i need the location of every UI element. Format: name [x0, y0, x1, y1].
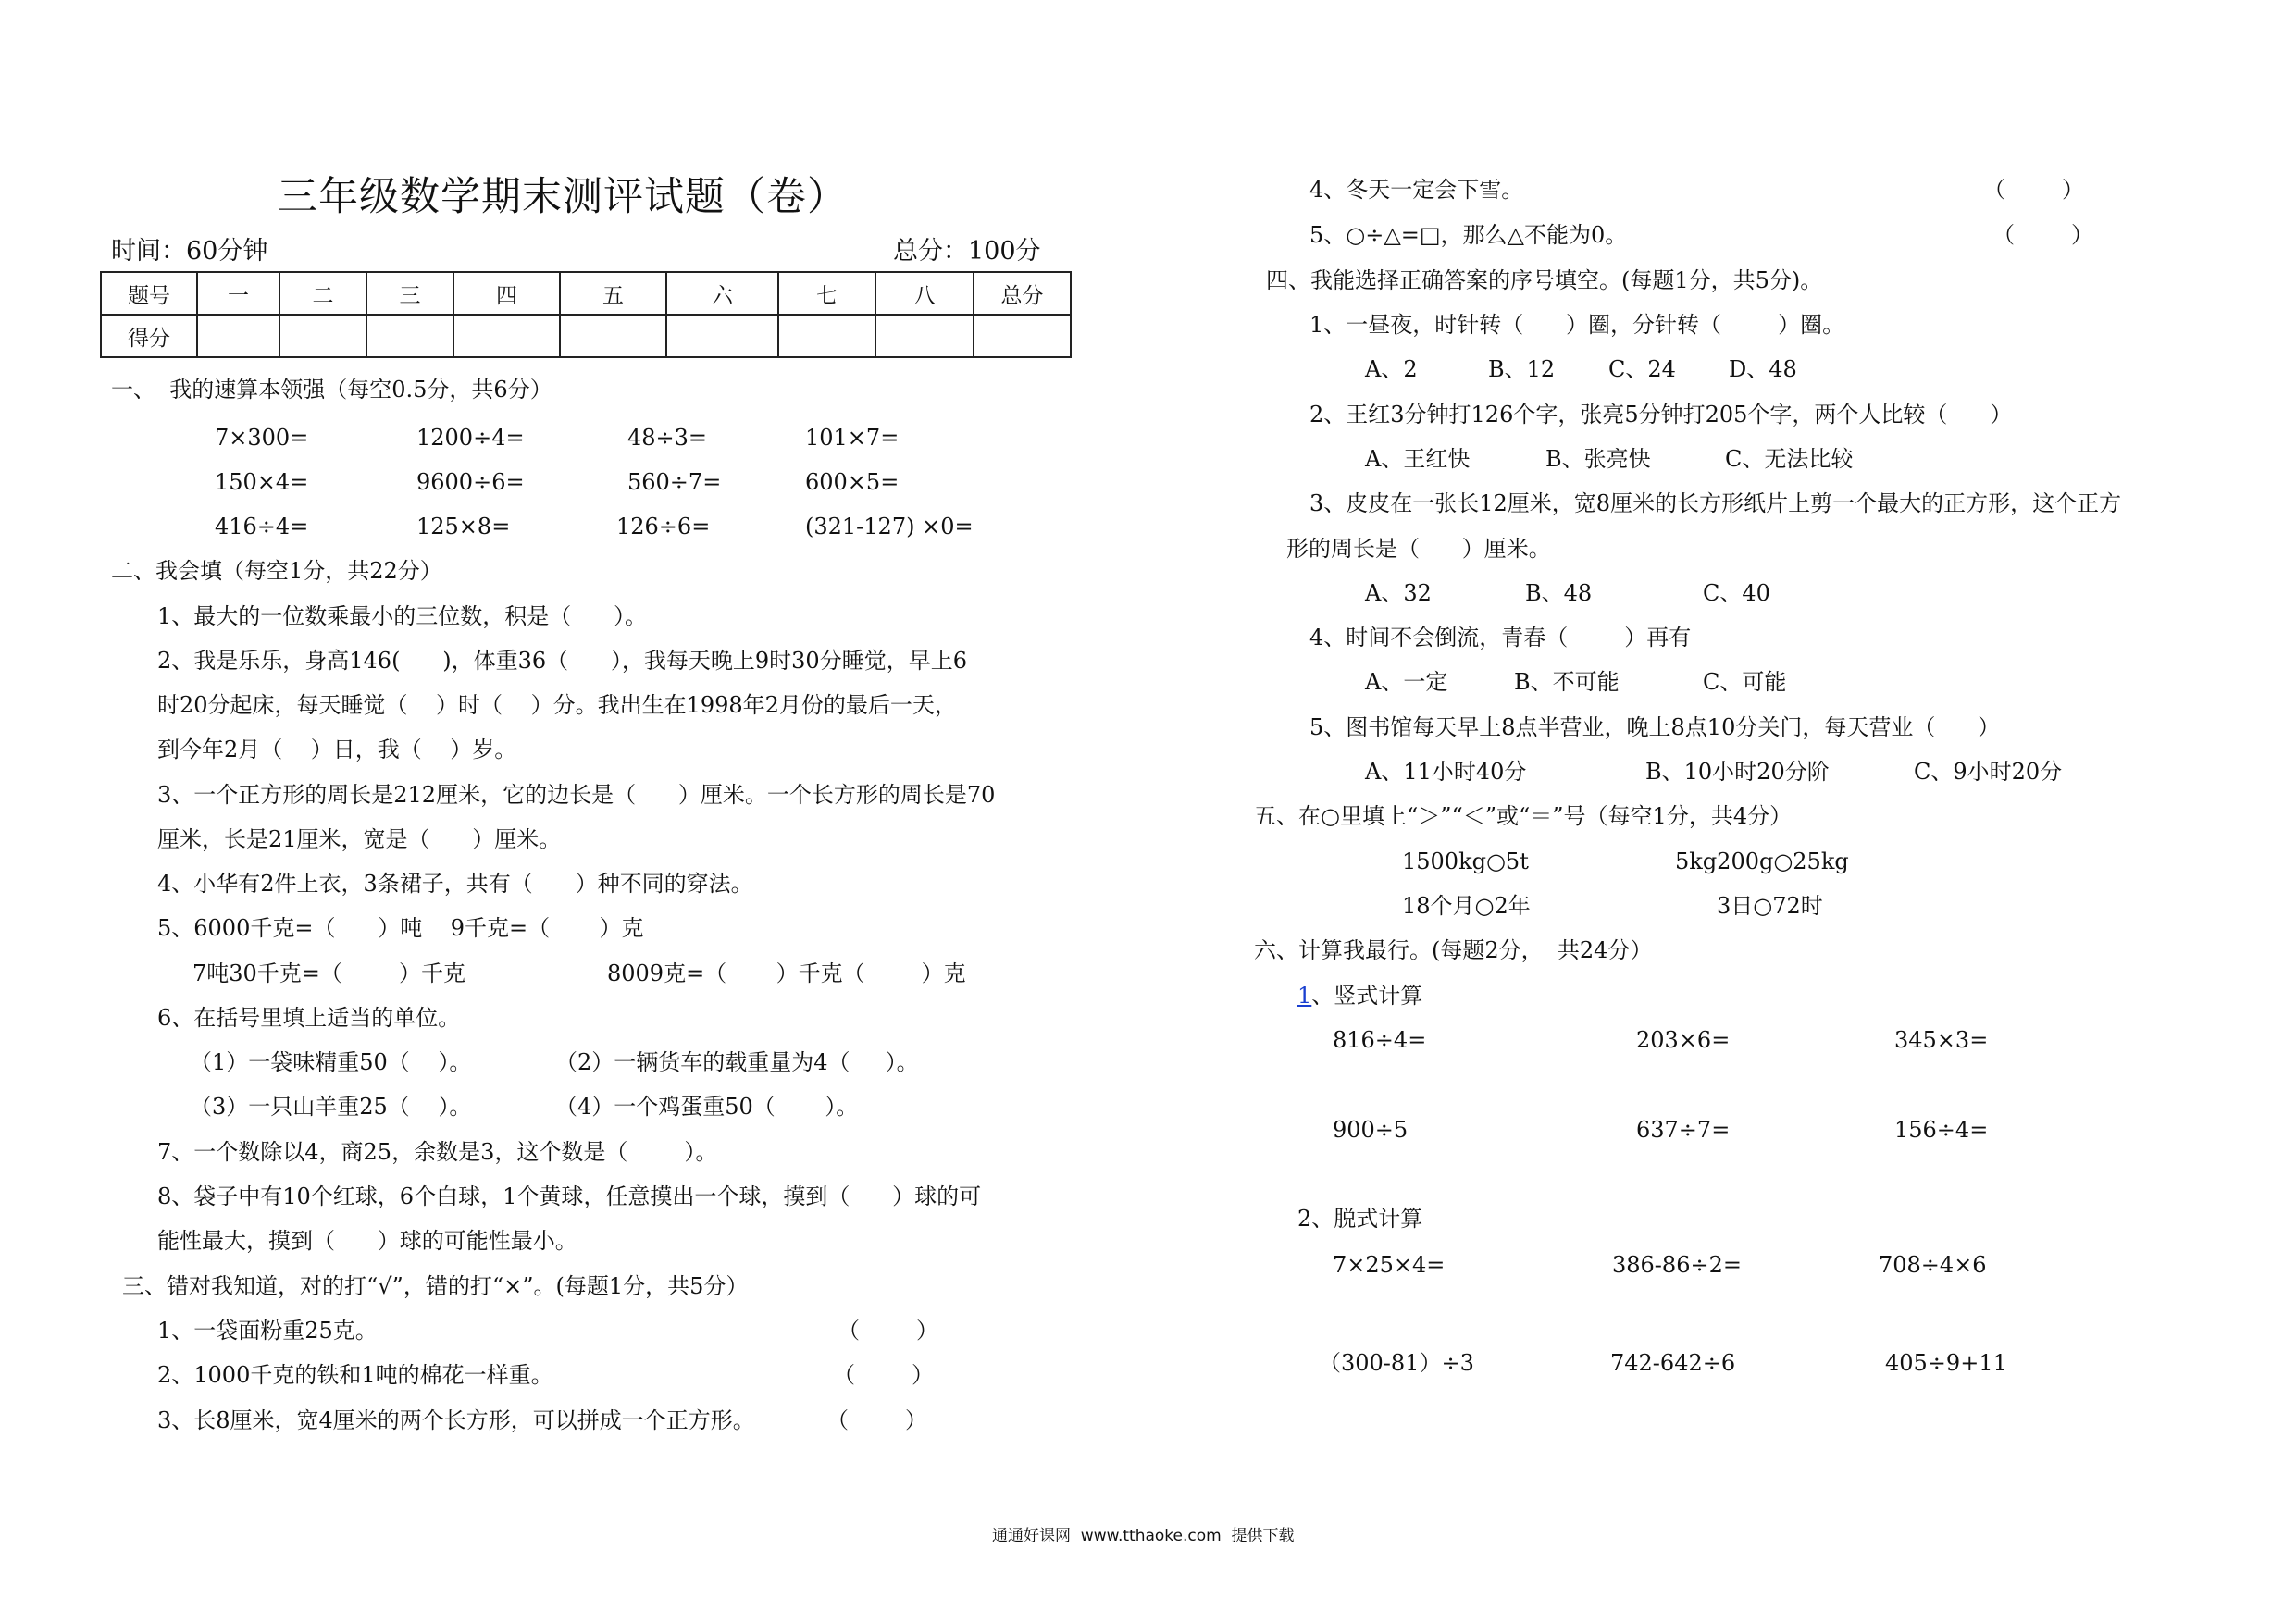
problem: 7×300=	[215, 425, 309, 451]
judge-item-text: 3、长8厘米，宽4厘米的两个长方形，可以拼成一个正方形。	[157, 1407, 755, 1433]
problem: 386-86÷2=	[1612, 1252, 1742, 1278]
problem: 101×7=	[805, 425, 900, 451]
problem: 150×4=	[215, 469, 309, 495]
problem: 816÷4=	[1333, 1027, 1427, 1053]
score-table-header-cell: 总分	[974, 272, 1071, 315]
score-table-header-cell: 题号	[101, 272, 197, 315]
score-cell[interactable]	[666, 315, 778, 357]
score-cell[interactable]	[366, 315, 453, 357]
score-table-score-row	[101, 315, 1071, 357]
question-line: 2、我是乐乐，身高146( )，体重36（ ），我每天晚上9时30分睡觉，早上6	[157, 648, 967, 674]
judge-item-text: 4、冬天一定会下雪。	[1309, 177, 1524, 203]
problem: 416÷4=	[215, 514, 309, 539]
problem: 900÷5	[1333, 1117, 1409, 1143]
score-table-header-cell: 二	[279, 272, 366, 315]
score-table-header-cell: 三	[366, 272, 453, 315]
problem: (321-127) ×0=	[805, 514, 974, 539]
question-line: 6、在括号里填上适当的单位。	[157, 1005, 461, 1031]
judge-item-text: 2、1000千克的铁和1吨的棉花一样重。	[157, 1362, 553, 1388]
compare-item: 3日○72时	[1717, 893, 1823, 919]
question-line: （3）一只山羊重25（ ）。	[190, 1094, 472, 1120]
judge-item-blank[interactable]: （ ）	[1983, 177, 2085, 203]
question-line: 3、一个正方形的周长是212厘米，它的边长是（ ）厘米。一个长方形的周长是70	[157, 782, 996, 808]
question-line: 1、一昼夜，时针转（ ）圈，分针转（ ）圈。	[1309, 312, 1845, 338]
score-cell[interactable]	[974, 315, 1071, 357]
problem: 742-642÷6	[1610, 1350, 1736, 1376]
question-line: 时20分起床，每天睡觉（ ）时（ ）分。我出生在1998年2月份的最后一天，	[157, 692, 957, 718]
section5-heading: 五、在○里填上“＞”“＜”或“＝”号（每空1分，共4分）	[1254, 803, 1793, 829]
question-line: 8、袋子中有10个红球，6个白球，1个黄球，任意摸出一个球，摸到（ ）球的可	[157, 1183, 982, 1209]
question-line: 能性最大，摸到（ ）球的可能性最小。	[157, 1228, 577, 1254]
section4-heading: 四、我能选择正确答案的序号填空。(每题1分，共5分)。	[1266, 267, 1823, 293]
score-cell[interactable]	[453, 315, 560, 357]
question-line: 1、最大的一位数乘最小的三位数，积是（ ）。	[157, 603, 648, 629]
section1-heading: 一、 我的速算本领强（每空0.5分，共6分）	[111, 377, 552, 403]
option: C、可能	[1703, 669, 1787, 695]
option: B、12	[1488, 356, 1556, 382]
question-line: 2、王红3分钟打126个字，张亮5分钟打205个字，两个人比较（ ）	[1309, 402, 2013, 427]
question-line: 5、图书馆每天早上8点半营业，晚上8点10分关门，每天营业（ ）	[1309, 714, 2001, 740]
score-cell[interactable]	[279, 315, 366, 357]
exam-time: 时间：60分钟	[111, 237, 268, 266]
option: B、48	[1525, 580, 1593, 606]
option: A、2	[1365, 356, 1418, 382]
compare-item: 18个月○2年	[1402, 893, 1531, 919]
option: C、无法比较	[1725, 446, 1854, 472]
problem: 156÷4=	[1894, 1117, 1989, 1143]
score-cell[interactable]	[875, 315, 974, 357]
score-table-header-cell: 一	[197, 272, 279, 315]
option: B、张亮快	[1545, 446, 1651, 472]
question-line: 4、时间不会倒流，青春（ ）再有	[1309, 625, 1692, 650]
question-line: 8009克=（ ）千克（ ）克	[607, 960, 966, 986]
subsection-label: 2、脱式计算	[1297, 1206, 1423, 1232]
problem: 48÷3=	[627, 425, 708, 451]
problem: 600×5=	[805, 469, 900, 495]
judge-item-blank[interactable]: （ ）	[833, 1362, 935, 1388]
option: A、一定	[1365, 669, 1448, 695]
problem: 637÷7=	[1636, 1117, 1731, 1143]
subsection-vertical-calc	[1297, 982, 1422, 1010]
score-table-header-row	[101, 272, 1071, 315]
question-line: 到今年2月（ ）日，我（ ）岁。	[157, 737, 517, 762]
score-table-header-cell: 五	[560, 272, 666, 315]
problem: 708÷4×6	[1879, 1252, 1987, 1278]
question-line: （1）一袋味精重50（ ）。	[190, 1049, 472, 1075]
option: C、24	[1608, 356, 1676, 382]
problem: 405÷9+11	[1885, 1350, 2007, 1376]
question-line: 形的周长是（ ）厘米。	[1286, 536, 1551, 562]
problem: 9600÷6=	[416, 469, 525, 495]
section2-heading: 二、我会填（每空1分，共22分）	[111, 558, 442, 584]
option: B、10小时20分阶	[1645, 759, 1830, 785]
question-line: 4、小华有2件上衣，3条裙子，共有（ ）种不同的穿法。	[157, 871, 753, 897]
problem: 203×6=	[1636, 1027, 1731, 1053]
judge-item-text: 1、一袋面粉重25克。	[157, 1318, 378, 1344]
problem: 126÷6=	[616, 514, 711, 539]
question-line: （4）一个鸡蛋重50（ ）。	[555, 1094, 859, 1120]
option: A、11小时40分	[1365, 759, 1527, 785]
option: C、9小时20分	[1914, 759, 2063, 785]
exam-total-score: 总分：100分	[893, 237, 1041, 266]
option: A、32	[1365, 580, 1432, 606]
judge-item-blank[interactable]: （ ）	[1992, 222, 2094, 248]
score-table-header-cell: 四	[453, 272, 560, 315]
score-row-label: 得分	[101, 315, 197, 357]
question-line: 3、皮皮在一张长12厘米，宽8厘米的长方形纸片上剪一个最大的正方形，这个正方	[1309, 490, 2122, 516]
subsection-number-link[interactable]: 1	[1297, 983, 1312, 1009]
score-cell[interactable]	[778, 315, 875, 357]
subsection-label: 、竖式计算	[1311, 983, 1423, 1009]
problem: 560÷7=	[627, 469, 722, 495]
problem: 7×25×4=	[1333, 1252, 1446, 1278]
score-table	[100, 271, 1072, 358]
section6-heading: 六、计算我最行。(每题2分， 共24分）	[1254, 937, 1653, 963]
problem: 1200÷4=	[416, 425, 525, 451]
judge-item-text: 5、○÷△=□，那么△不能为0。	[1309, 222, 1628, 248]
question-line: 5、6000千克=（ ）吨 9千克=（ ）克	[157, 915, 644, 941]
judge-item-blank[interactable]: （ ）	[838, 1318, 939, 1344]
problem: 125×8=	[416, 514, 511, 539]
problem: 345×3=	[1894, 1027, 1989, 1053]
score-cell[interactable]	[197, 315, 279, 357]
score-table-header-cell: 六	[666, 272, 778, 315]
compare-item: 1500kg○5t	[1402, 849, 1529, 874]
option: D、48	[1729, 356, 1797, 382]
judge-item-blank[interactable]: （ ）	[826, 1407, 928, 1433]
score-table-header-cell: 八	[875, 272, 974, 315]
problem: （300-81）÷3	[1319, 1350, 1474, 1376]
page-title: 三年级数学期末测评试题（卷）	[278, 174, 848, 220]
option: C、40	[1703, 580, 1770, 606]
question-line: 7、一个数除以4，商25，余数是3，这个数是（ ）。	[157, 1139, 718, 1165]
question-line: 厘米，长是21厘米，宽是（ ）厘米。	[157, 826, 562, 852]
option: B、不可能	[1514, 669, 1620, 695]
score-cell[interactable]	[560, 315, 666, 357]
section3-heading: 三、错对我知道，对的打“√”，错的打“×”。(每题1分，共5分）	[122, 1273, 749, 1299]
question-line: 7吨30千克=（ ）千克	[192, 960, 465, 986]
footer-credit: 通通好课网 www.tthaoke.com 提供下载	[992, 1527, 1295, 1545]
option: A、王红快	[1365, 446, 1471, 472]
compare-item: 5kg200g○25kg	[1675, 849, 1849, 874]
question-line: （2）一辆货车的载重量为4（ ）。	[555, 1049, 919, 1075]
score-table-header-cell: 七	[778, 272, 875, 315]
